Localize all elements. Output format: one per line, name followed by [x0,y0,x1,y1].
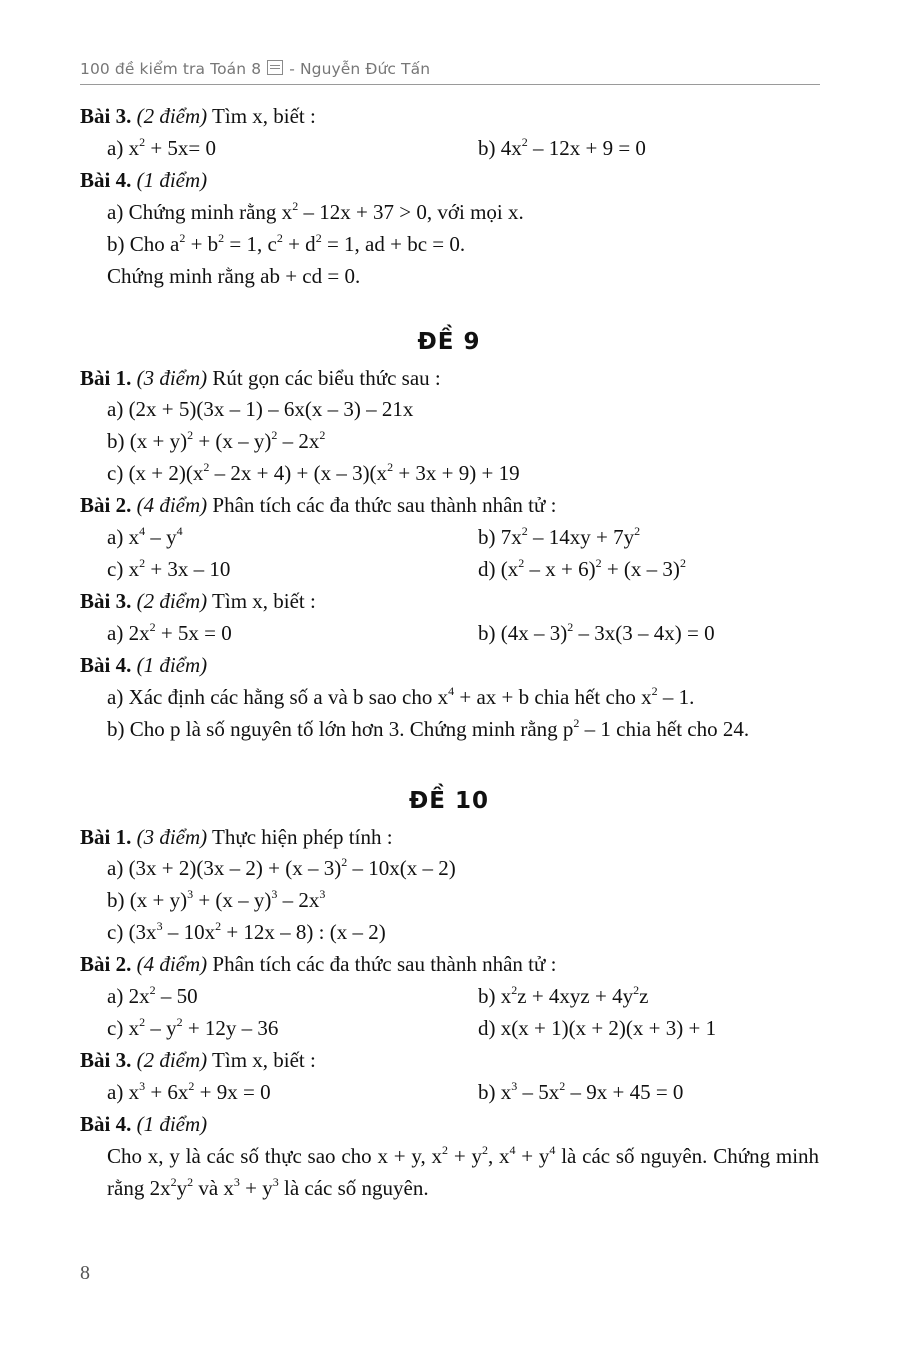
de10-bai2-a: a) $2x^2 - 50$ [107,983,198,1008]
top-bai4-b: b) Cho $a^2 + b^2 = 1$, $c^2 + d^2 = 1$, ad + bc = 0. [107,231,466,256]
de9-bai4-b: b) Cho p là số nguyên tố lớn hơn 3. Chứng minh rằng $p^2 - 1$ chia hết cho 24. [107,716,750,741]
de9-bai2-a: a) $x^4 - y^4$ [107,524,183,549]
top-bai3-heading: Bài 3. (2 điểm) Tìm x, biết : [80,104,316,128]
de10-bai3-b: b) $x^3 - 5x^2 - 9x + 45 = 0$ [478,1079,684,1104]
de9-bai1-a: a) (2x + 5)(3x – 1) – 6x(x – 3) – 21x [107,397,414,421]
de10-bai4-heading: Bài 4. (1 điểm) [80,1112,208,1136]
top-bai3-b: b) $4x^2 - 12x + 9 = 0$ [478,135,646,160]
top-bai4-c: Chứng minh rằng ab + cd = 0. [107,264,361,288]
de9-bai1-heading: Bài 1. (3 điểm) Rút gọn các biểu thức sau : [80,366,441,390]
de10-bai2-heading: Bài 2. (4 điểm) Phân tích các đa thức sau thành nhân tử : [80,952,557,976]
header-author: - Nguyễn Đức Tấn [289,60,431,78]
de9-bai4-heading: Bài 4. (1 điểm) [80,653,208,677]
de10-bai2-c: c) $x^2 - y^2 + 12y - 36$ [107,1015,279,1040]
de9-bai3-b: b) (4x – 3)$^2$ – 3x(3 – 4x) = 0 [478,620,715,645]
de10-bai3-a: a) $x^3 + 6x^2 + 9x = 0$ [107,1079,271,1104]
top-bai4-heading: Bài 4. (1 điểm) [80,168,208,192]
de9-bai3-a: a) $2x^2 + 5x = 0$ [107,620,232,645]
header-book-title: 100 đề kiểm tra Toán 8 [80,60,262,78]
de9-bai2-d: d) $(x^2 - x + 6)^2 + (x - 3)^2$ [478,556,686,581]
de9-bai2-c: c) $x^2 + 3x - 10$ [107,556,231,581]
top-bai4-a: a) Chứng minh rằng $x^2 - 12x + 37 > 0$, với mọi x. [107,199,524,224]
de9-bai3-heading: Bài 3. (2 điểm) Tìm x, biết : [80,589,316,613]
de10-bai2-b: b) $x^2z + 4xyz + 4y^2z$ [478,983,649,1008]
de9-bai1-b: b) $(x + y)^2 + (x - y)^2 - 2x^2$ [107,428,326,453]
de9-bai2-b: b) $7x^2 - 14xy + 7y^2$ [478,524,641,549]
running-header [80,60,820,78]
de9-bai4-a: a) Xác định các hằng số a và b sao cho $x^4$ + ax + b chia hết cho $x^2 - 1$. [107,684,695,709]
de10-bai2-d: d) x(x + 1)(x + 2)(x + 3) + 1 [478,1016,717,1040]
de10-bai1-heading: Bài 1. (3 điểm) Thực hiện phép tính : [80,825,393,849]
de10-bai3-heading: Bài 3. (2 điểm) Tìm x, biết : [80,1048,316,1072]
de10-bai1-b: b) $(x + y)^3 + (x - y)^3 - 2x^3$ [107,887,326,912]
de10-bai1-c: c) $(3x^3 - 10x^2 + 12x - 8)$ : (x – 2) [107,919,386,944]
de9-bai1-c: c) $(x + 2)(x^2 - 2x + 4) + (x - 3)(x^2 + 3x + 9) + 19$ [107,460,520,485]
top-bai3-a: a) $x^2 + 5x= 0$ [107,135,217,160]
de10-bai4-text: Cho x, y là các số thực sao cho x + y, $x^2 + y^2$, $x^4 + y^4$ là các số nguyên. Chứng minh rằng $2x^2y^2$ và $x^3 + y^3$ là các số nguyên. [107,1143,820,1200]
de10-title: ĐỀ 10 [409,788,489,814]
de9-bai2-heading: Bài 2. (4 điểm) Phân tích các đa thức sau thành nhân tử : [80,493,557,517]
de9-title: ĐỀ 9 [417,329,481,355]
de10-bai1-a: a) (3x + 2)(3x – 2) + (x – 3)$^2$ – 10x(x – 2) [107,855,456,880]
header-divider [80,84,820,85]
page-number: 8 [80,1262,90,1284]
book-icon [267,60,283,75]
